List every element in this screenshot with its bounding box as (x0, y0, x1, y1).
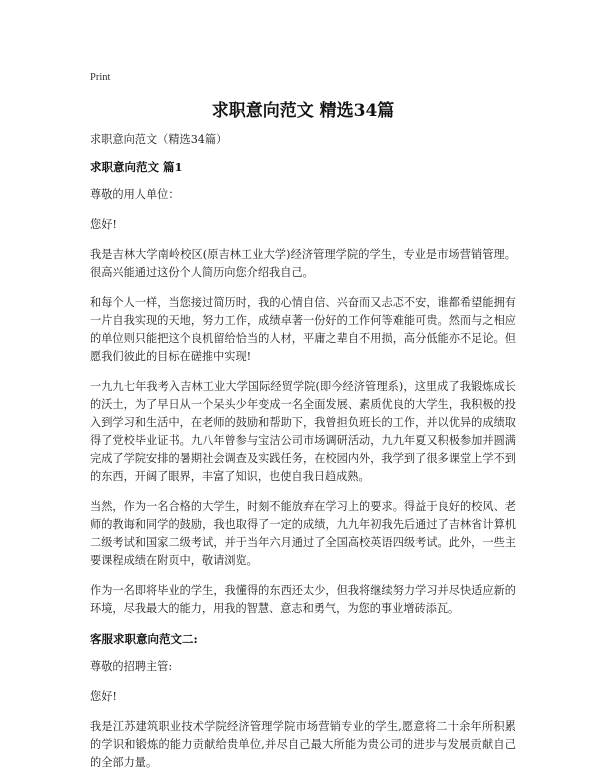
section2-paragraph-1: 我是江苏建筑职业技术学院经济管理学院市场营销专业的学生,愿意将二十余年所积累的学识和锻炼的能力贡献给贵单位,并尽自己最大所能为贵公司的进步与发展贡献自己的全部力量。 (90, 720, 516, 769)
print-link[interactable]: Print (90, 72, 111, 83)
section1-salutation: 尊敬的用人单位： (90, 188, 180, 201)
document-title: 求职意向范文 精选34篇 (211, 101, 395, 121)
section2-heading: 客服求职意向范文二: (90, 632, 198, 646)
section1-paragraph-4: 当然，作为一名合格的大学生，时刻不能放弃在学习上的要求。得益于良好的校风、老师的教诲和同学的鼓励，我也取得了一定的成绩，九九年初我先后通过了吉林省计算机二级考试和国家二级考试，并于当年六月通过了全国高校英语四级考试。此外，一些主要课程成绩在附页中，敬请浏览。 (90, 500, 516, 567)
section1-paragraph-5: 作为一名即将毕业的学生，我懂得的东西还太少，但我将继续努力学习并尽快适应新的环境，尽我最大的能力，用我的智慧、意志和勇气，为您的事业增砖添瓦。 (90, 584, 516, 615)
section2-greeting: 您好! (90, 690, 117, 703)
section1-greeting: 您好! (90, 218, 117, 231)
section1-paragraph-2: 和每个人一样，当您接过简历时，我的心情自信、兴奋而又忐忑不安，谁都希望能拥有一片自我实现的天地，努力工作，成绩卓著一份好的工作何等难能可贵。然而与之相应的单位则只能把这个良机留给恰当的人材，平庸之辈自不用损，高分低能亦不足论。但愿我们彼此的目标在磋推中实现! (90, 296, 516, 363)
section1-paragraph-3: 一九九七年我考入吉林工业大学国际经贸学院(即今经济管理系)，这里成了我锻炼成长的沃土，为了早日从一个呆头少年变成一名全面发展、素质优良的大学生，我积极的投入到学习和生活中，在老师的鼓励和帮助下，我曾担负班长的工作，并以优异的成绩取得了党校毕业证书。九八年曾参与宝洁公司市场调研活动，九九年夏又积极参加并圆满完成了学院安排的暑期社会调查及实践任务，在校园内外，我学到了很多课堂上学不到的东西，开阔了眼界，丰富了知识，也使自我日趋成熟。 (90, 380, 516, 483)
section2-salutation: 尊敬的招聘主管: (90, 660, 173, 673)
section1-paragraph-1: 我是吉林大学南岭校区(原吉林工业大学)经济管理学院的学生，专业是市场营销管理。很高兴能通过这份个人简历向您介绍我自己。 (90, 248, 516, 279)
document-subtitle: 求职意向范文（精选34篇） (90, 133, 228, 146)
document-content (90, 131, 516, 784)
section1-heading: 求职意向范文 篇1 (90, 160, 183, 174)
